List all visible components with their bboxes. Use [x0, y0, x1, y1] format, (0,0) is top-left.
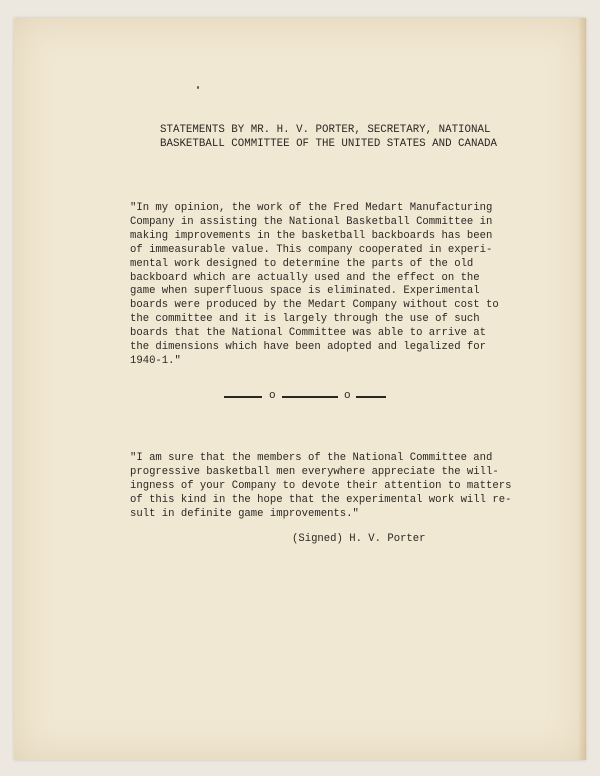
paper-speck — [197, 86, 199, 89]
statement-1-line: game when superfluous space is eliminated. Experimental — [130, 285, 480, 298]
statement-1-line: mental work designed to determine the parts of the old — [130, 257, 474, 270]
statement-1-line: the committee and it is largely through the use of such — [130, 313, 480, 326]
statement-1-line: of immeasurable value. This company cooperated in experi- — [130, 243, 493, 256]
statement-2-line: sult in definite game improvements." — [130, 507, 359, 520]
statement-1-line: Company in assisting the National Basketball Committee in — [130, 215, 493, 228]
section-divider — [224, 390, 376, 402]
statement-1-line: 1940-1." — [130, 354, 181, 367]
statement-1-line: "In my opinion, the work of the Fred Medart Manufacturing — [130, 202, 493, 214]
page-edge-shadow — [578, 18, 586, 760]
document-page — [14, 18, 586, 760]
document-heading — [160, 124, 497, 151]
statement-2-line: progressive basketball men everywhere appreciate the will- — [130, 465, 499, 478]
statement-1-line: making improvements in the basketball backboards has been — [130, 229, 493, 242]
statement-2 — [130, 452, 511, 522]
heading-line-1: STATEMENTS BY MR. H. V. PORTER, SECRETARY, NATIONAL — [160, 124, 491, 136]
statement-1-line: backboard which are actually used and the effect on the — [130, 271, 480, 284]
divider-circle-mark: o — [344, 390, 351, 402]
divider-dash — [282, 396, 338, 398]
divider-dash — [224, 396, 262, 398]
divider-circle-mark: o — [269, 390, 276, 402]
statement-2-line: "I am sure that the members of the National Committee and — [130, 452, 493, 464]
statement-1-line: boards that the National Committee was able to arrive at — [130, 327, 487, 340]
signature-line: (Signed) H. V. Porter — [292, 533, 426, 545]
statement-2-line: of this kind in the hope that the experimental work will re- — [130, 493, 512, 506]
divider-dash — [356, 396, 386, 398]
statement-1-line: boards were produced by the Medart Company without cost to — [130, 299, 499, 312]
statement-1-line: the dimensions which have been adopted and legalized for — [130, 341, 487, 354]
heading-line-2: BASKETBALL COMMITTEE OF THE UNITED STATES AND CANADA — [160, 137, 497, 150]
statement-2-line: ingness of your Company to devote their attention to matters — [130, 479, 512, 492]
statement-1 — [130, 202, 499, 369]
